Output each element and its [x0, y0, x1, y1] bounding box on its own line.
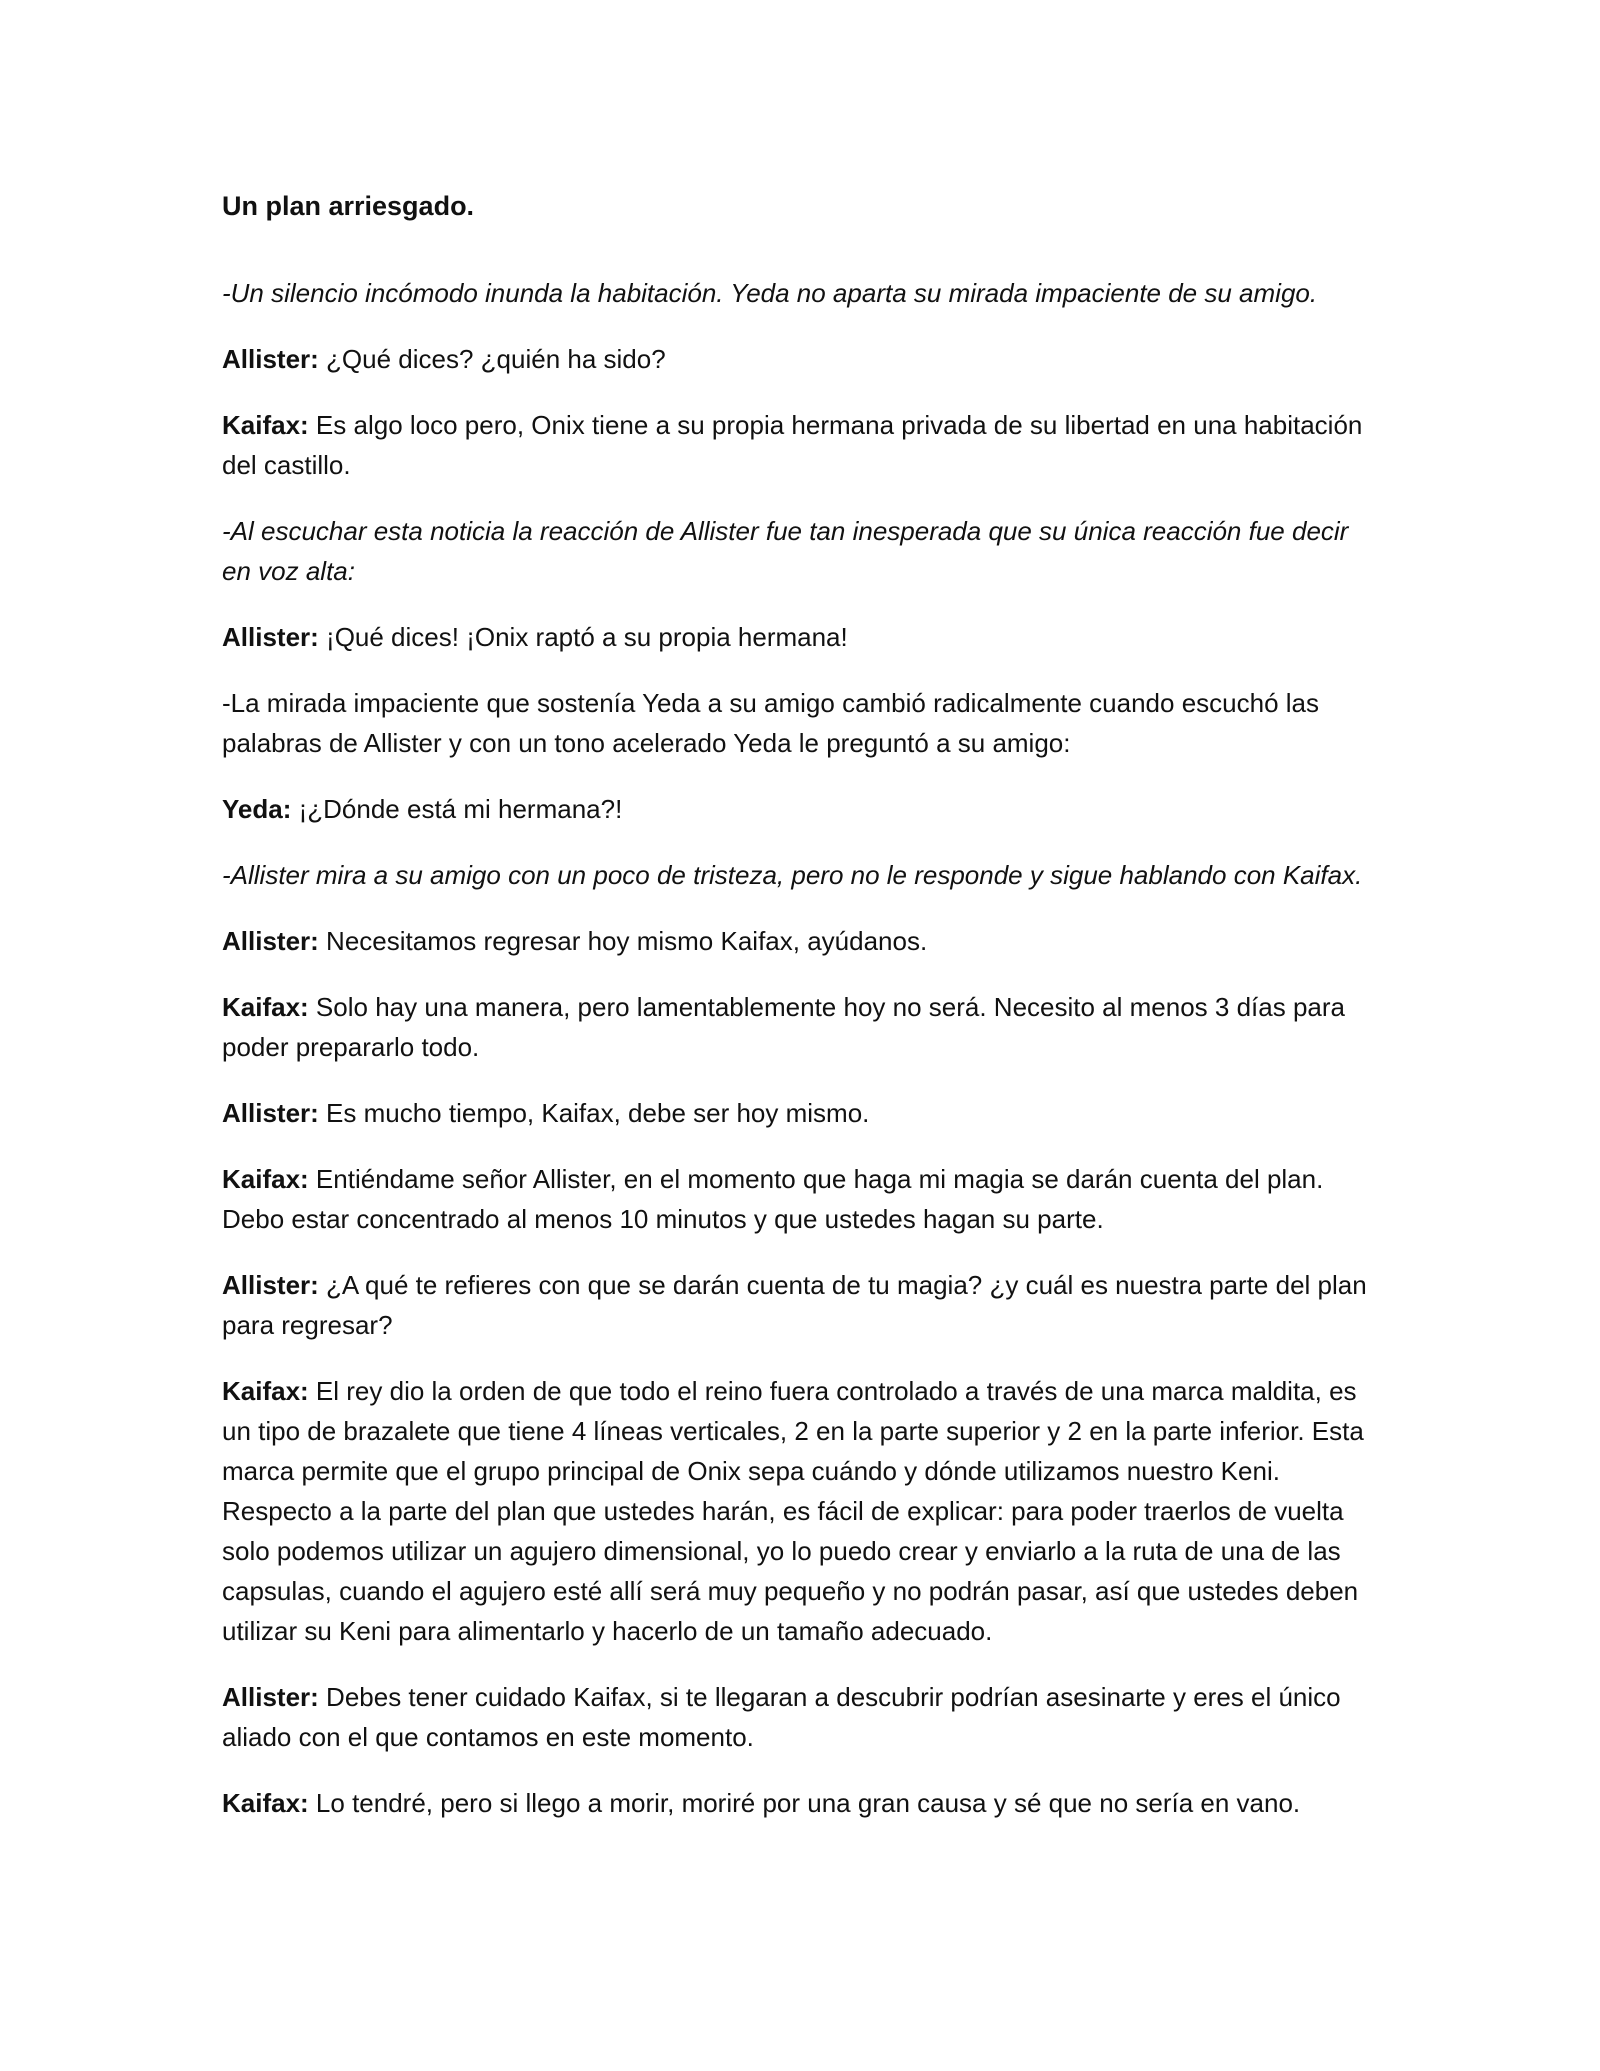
narration-paragraph: -La mirada impaciente que sostenía Yeda a su amigo cambió radicalmente cuando escuchó las palabras de Allister y con un tono acelerado Yeda le preguntó a su amigo:	[222, 688, 1320, 758]
dialogue-paragraph	[222, 1093, 1382, 1133]
document-title: Un plan arriesgado.	[222, 191, 475, 221]
dialogue-paragraph	[222, 789, 1382, 829]
dialogue-paragraph	[222, 405, 1382, 485]
dialogue-text: Entiéndame señor Allister, en el momento que haga mi magia se darán cuenta del plan. Debo estar concentrado al menos 10 minutos y que ustedes hagan su parte.	[222, 1164, 1324, 1234]
dialogue-text: Lo tendré, pero si llego a morir, moriré por una gran causa y sé que no sería en vano.	[308, 1788, 1301, 1818]
dialogue-text: ¿A qué te refieres con que se darán cuenta de tu magia? ¿y cuál es nuestra parte del plan para regresar?	[222, 1270, 1367, 1340]
dialogue-text: El rey dio la orden de que todo el reino fuera controlado a través de una marca maldita, es un tipo de brazalete que tiene 4 líneas verticales, 2 en la parte superior y 2 en la parte inferior. Esta marca permite que el grupo principal de Onix sepa cuándo y dónde utilizamos nuestro Keni. Respecto a la parte del plan que ustedes harán, es fácil de explicar: para poder traerlos de vuelta solo podemos utilizar un agujero dimensional, yo lo puedo crear y enviarlo a la ruta de una de las capsulas, cuando el agujero esté allí será muy pequeño y no podrán pasar, así que ustedes deben utilizar su Keni para alimentarlo y hacerlo de un tamaño adecuado.	[222, 1376, 1364, 1646]
dialogue-text: ¿Qué dices? ¿quién ha sido?	[318, 344, 666, 374]
speaker-name: Yeda:	[222, 794, 292, 824]
dialogue-paragraph	[222, 1159, 1382, 1239]
dialogue-paragraph	[222, 617, 1382, 657]
document-page	[222, 186, 1382, 1849]
narration-paragraph: -Un silencio incómodo inunda la habitación. Yeda no aparta su mirada impaciente de su amigo.	[222, 278, 1318, 308]
speaker-name: Kaifax:	[222, 1376, 309, 1406]
speaker-name: Allister:	[222, 1098, 319, 1128]
speaker-name: Allister:	[222, 926, 319, 956]
speaker-name: Allister:	[222, 344, 319, 374]
dialogue-paragraph	[222, 339, 1382, 379]
dialogue-paragraph	[222, 1677, 1382, 1757]
dialogue-text: ¡¿Dónde está mi hermana?!	[291, 794, 623, 824]
speaker-name: Allister:	[222, 1682, 319, 1712]
speaker-name: Allister:	[222, 1270, 319, 1300]
dialogue-paragraph	[222, 1265, 1382, 1345]
narration-paragraph: -Allister mira a su amigo con un poco de tristeza, pero no le responde y sigue hablando con Kaifax.	[222, 860, 1363, 890]
dialogue-paragraph	[222, 1783, 1382, 1823]
speaker-name: Kaifax:	[222, 1164, 309, 1194]
speaker-name: Kaifax:	[222, 1788, 309, 1818]
dialogue-text: Es mucho tiempo, Kaifax, debe ser hoy mismo.	[318, 1098, 870, 1128]
dialogue-text: Debes tener cuidado Kaifax, si te llegaran a descubrir podrían asesinarte y eres el único aliado con el que contamos en este momento.	[222, 1682, 1341, 1752]
document-body	[222, 273, 1382, 1823]
speaker-name: Kaifax:	[222, 410, 309, 440]
dialogue-text: Es algo loco pero, Onix tiene a su propia hermana privada de su libertad en una habitación del castillo.	[222, 410, 1363, 480]
dialogue-paragraph	[222, 987, 1382, 1067]
speaker-name: Allister:	[222, 622, 319, 652]
dialogue-text: ¡Qué dices! ¡Onix raptó a su propia hermana!	[318, 622, 848, 652]
dialogue-text: Necesitamos regresar hoy mismo Kaifax, ayúdanos.	[318, 926, 928, 956]
dialogue-paragraph	[222, 1371, 1382, 1651]
dialogue-text: Solo hay una manera, pero lamentablemente hoy no será. Necesito al menos 3 días para poder prepararlo todo.	[222, 992, 1345, 1062]
dialogue-paragraph	[222, 921, 1382, 961]
speaker-name: Kaifax:	[222, 992, 309, 1022]
narration-paragraph: -Al escuchar esta noticia la reacción de Allister fue tan inesperada que su única reacción fue decir en voz alta:	[222, 516, 1349, 586]
